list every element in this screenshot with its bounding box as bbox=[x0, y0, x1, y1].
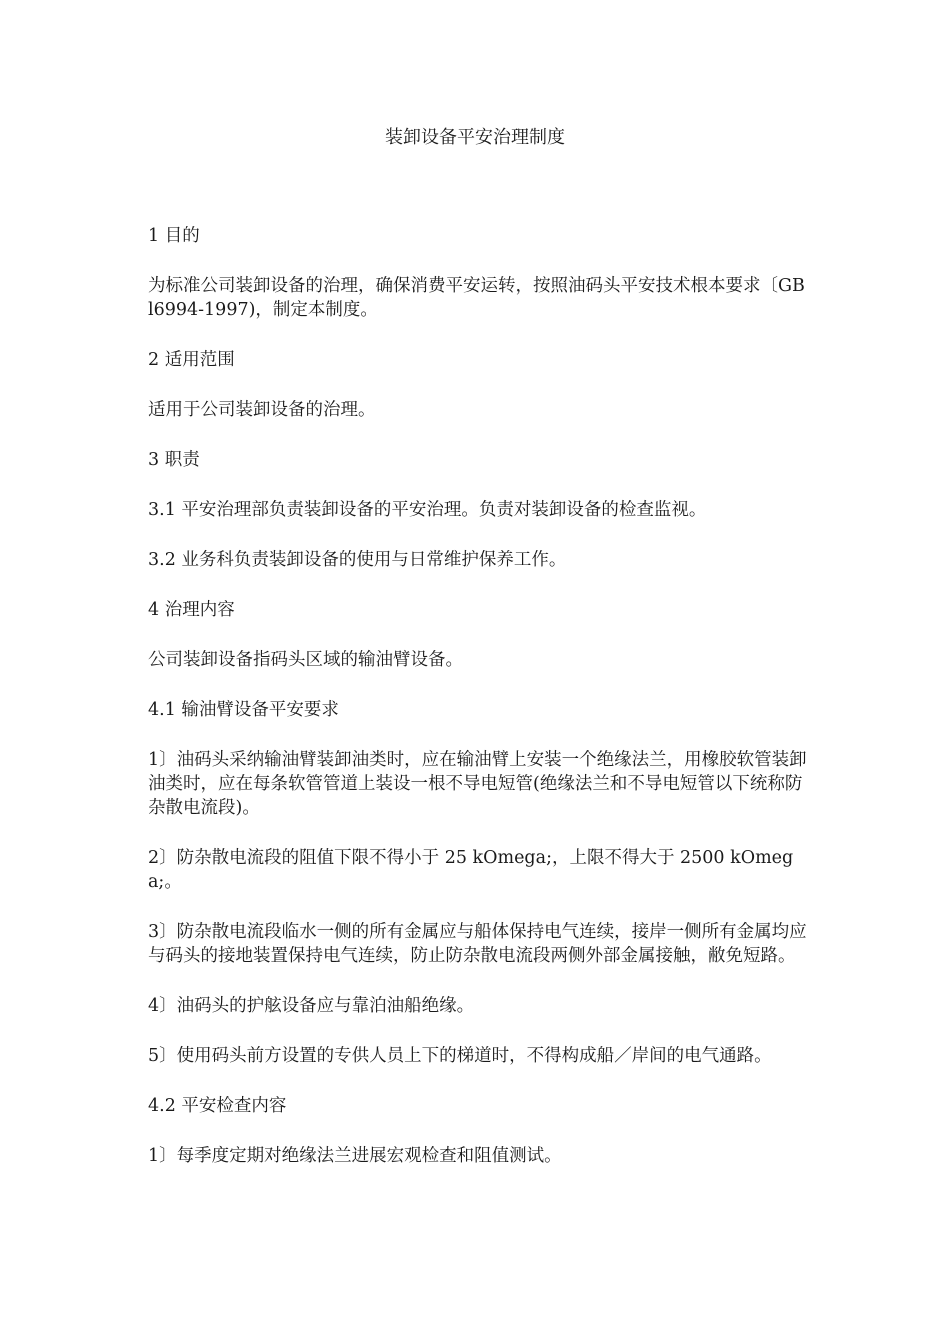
inspection-item: 1〕每季度定期对绝缘法兰进展宏观检查和阻值测试。 bbox=[148, 1146, 562, 1166]
responsibility-item: 3.1 平安治理部负责装卸设备的平安治理。负责对装卸设备的检查监视。 bbox=[148, 500, 707, 520]
subsection-heading-inspection: 4.2 平安检查内容 bbox=[148, 1096, 287, 1116]
scope-paragraph: 适用于公司装卸设备的治理。 bbox=[148, 400, 376, 420]
document-body bbox=[148, 224, 808, 1194]
requirement-item: 3〕防杂散电流段临水一侧的所有金属应与船体保持电气连续，接岸一侧所有金属均应与码头的接地装置保持电气连续，防止防杂散电流段两侧外部金属接触，敝免短路。 bbox=[148, 922, 807, 966]
responsibility-item: 3.2 业务科负责装卸设备的使用与日常维护保养工作。 bbox=[148, 550, 567, 570]
requirement-item: 1〕油码头采纳输油臂装卸油类时，应在输油臂上安装一个绝缘法兰，用橡胶软管装卸油类时，应在每条软管管道上装设一根不导电短管(绝缘法兰和不导电短管以下统称防杂散电流段)。 bbox=[148, 750, 807, 818]
requirement-item: 4〕油码头的护舷设备应与靠泊油船绝缘。 bbox=[148, 996, 475, 1016]
purpose-paragraph: 为标准公司装卸设备的治理，确保消费平安运转，按照油码头平安技术根本要求〔GBl6994-1997)，制定本制度。 bbox=[148, 276, 805, 320]
section-heading-scope: 2 适用范围 bbox=[148, 350, 235, 370]
requirement-item: 5〕使用码头前方设置的专供人员上下的梯道时，不得构成船／岸间的电气通路。 bbox=[148, 1046, 772, 1066]
section-heading-purpose: 1 目的 bbox=[148, 226, 200, 246]
section-heading-management: 4 治理内容 bbox=[148, 600, 235, 620]
document-title: 装卸设备平安治理制度 bbox=[385, 127, 565, 148]
subsection-heading-requirements: 4.1 输油臂设备平安要求 bbox=[148, 700, 339, 720]
management-paragraph: 公司装卸设备指码头区域的输油臂设备。 bbox=[148, 650, 463, 670]
requirement-item: 2〕防杂散电流段的阻值下限不得小于 25 kOmega;，上限不得大于 2500 kOmega;。 bbox=[148, 848, 794, 892]
section-heading-responsibilities: 3 职责 bbox=[148, 450, 200, 470]
